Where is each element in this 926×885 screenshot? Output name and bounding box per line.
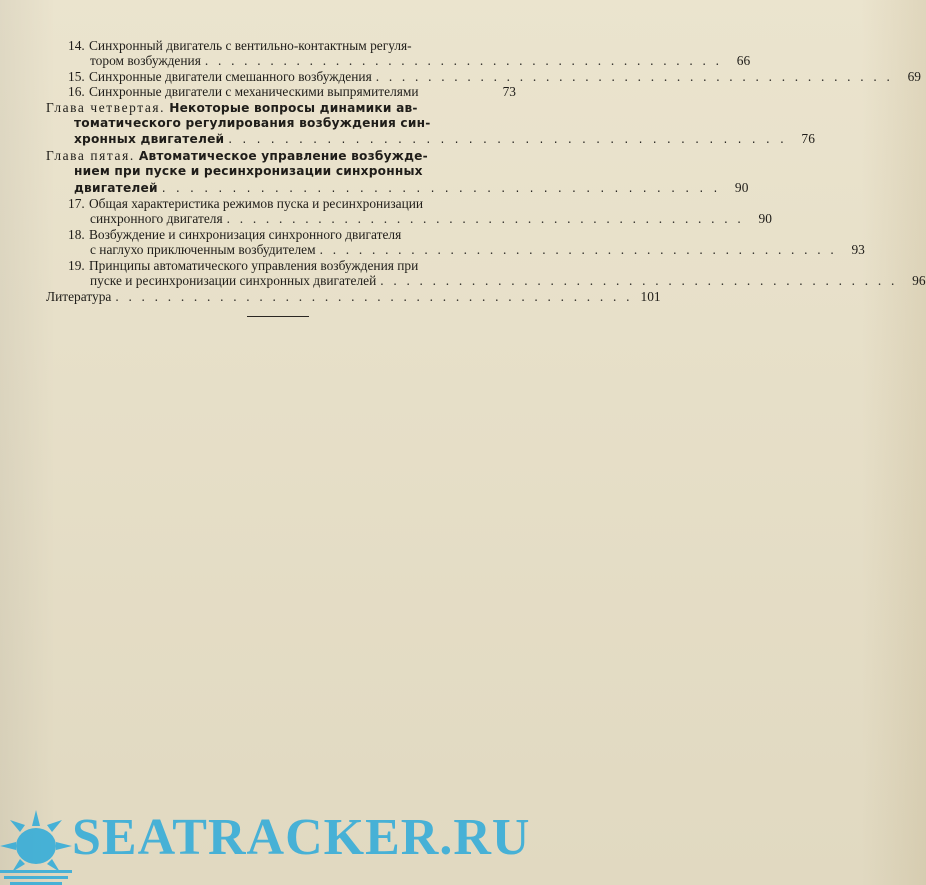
table-of-contents <box>46 38 926 304</box>
chapter-title: Некоторые вопросы динамики ав- <box>169 100 418 115</box>
toc-title: Принципы автоматического управления возбуждения при <box>89 257 419 273</box>
toc-entry-14 <box>46 38 751 69</box>
chapter-label: Глава пятая. <box>46 147 135 163</box>
toc-page: 66 <box>736 53 751 69</box>
toc-title: Общая характеристика режимов пуска и ресинхронизации <box>89 196 424 212</box>
leader-dots: . . . . . . . . . . . . . . . . . . . . . . . . . . . . . . . . . . . . . . . . <box>204 53 723 69</box>
toc-entry-17 <box>46 196 772 227</box>
toc-entry-19 <box>46 257 926 289</box>
toc-entry-18 <box>46 226 865 258</box>
leader-dots: . . . . . . . . . . . . . . . . . . . . . . . . . . . . . . . . . . . . . . . . <box>375 68 893 84</box>
toc-number: 15. <box>68 68 85 84</box>
toc-title-cont: синхронного двигателя <box>90 211 223 227</box>
chapter-title-cont: двигателей <box>74 180 158 195</box>
chapter-title-cont: хронных двигателей <box>74 132 225 147</box>
toc-number: 18. <box>68 226 85 242</box>
toc-chapter-5 <box>46 147 749 196</box>
toc-page: 76 <box>801 131 816 147</box>
chapter-title: Автоматическое управление возбужде- <box>138 148 428 163</box>
leader-dots: . . . . . . . . . . . . . . . . . . . . . . . . . . . . . . . . . . . . . . . . <box>226 211 744 227</box>
toc-number: 16. <box>68 84 85 100</box>
toc-page: 96 <box>912 273 926 289</box>
leader-dots: . . . . . . . . . . . . . . . . . . . . . . . . . . . . . . . . . . . . . . . . <box>161 180 721 195</box>
toc-page: 101 <box>640 288 661 304</box>
toc-title: Синхронные двигатели с механическими выпрямителями <box>89 84 419 100</box>
toc-entry-literature <box>46 288 661 304</box>
toc-entry-16 <box>46 84 516 99</box>
watermark-text: SEATRACKER.RU <box>72 809 531 866</box>
divider-rule <box>247 316 309 317</box>
toc-page: 90 <box>734 179 749 195</box>
toc-title-cont: пуске и ресинхронизации синхронных двигателей <box>90 273 377 289</box>
chapter-title-cont: нием при пуске и ресинхронизации синхронных <box>74 164 423 179</box>
leader-dots: . . . . . . . . . . . . . . . . . . . . . . . . . . . . . . . . . . . . . . . . <box>228 132 788 147</box>
toc-page: 93 <box>851 242 865 258</box>
leader-dots: . . . . . . . . . . . . . . . . . . . . . . . . . . . . . . . . . . . . . . . . <box>380 273 898 289</box>
toc-page: 69 <box>907 68 921 84</box>
toc-title: Синхронные двигатели смешанного возбуждения <box>89 68 372 84</box>
toc-number: 19. <box>68 257 85 273</box>
toc-chapter-4 <box>46 99 816 148</box>
leader-dots: . . . . . . . . . . . . . . . . . . . . . . . . . . . . . . . . . . . . . . . . <box>115 288 633 304</box>
toc-title: Литература <box>46 288 112 304</box>
toc-page: 73 <box>502 84 516 100</box>
toc-title: Синхронный двигатель с вентильно-контактным регуля- <box>89 38 412 53</box>
toc-number: 17. <box>68 196 85 212</box>
toc-page: 90 <box>758 211 772 227</box>
toc-title-cont: тором возбуждения <box>90 53 201 69</box>
chapter-title-cont: томатического регулирования возбуждения син- <box>74 116 431 131</box>
toc-number: 14. <box>68 38 85 53</box>
chapter-label: Глава четвертая. <box>46 99 166 115</box>
toc-title-cont: с наглухо приключенным возбудителем <box>90 242 316 258</box>
toc-title: Возбуждение и синхронизация синхронного двигателя <box>89 226 402 242</box>
toc-entry-15 <box>46 68 921 84</box>
leader-dots: . . . . . . . . . . . . . . . . . . . . . . . . . . . . . . . . . . . . . . . . <box>319 242 837 258</box>
